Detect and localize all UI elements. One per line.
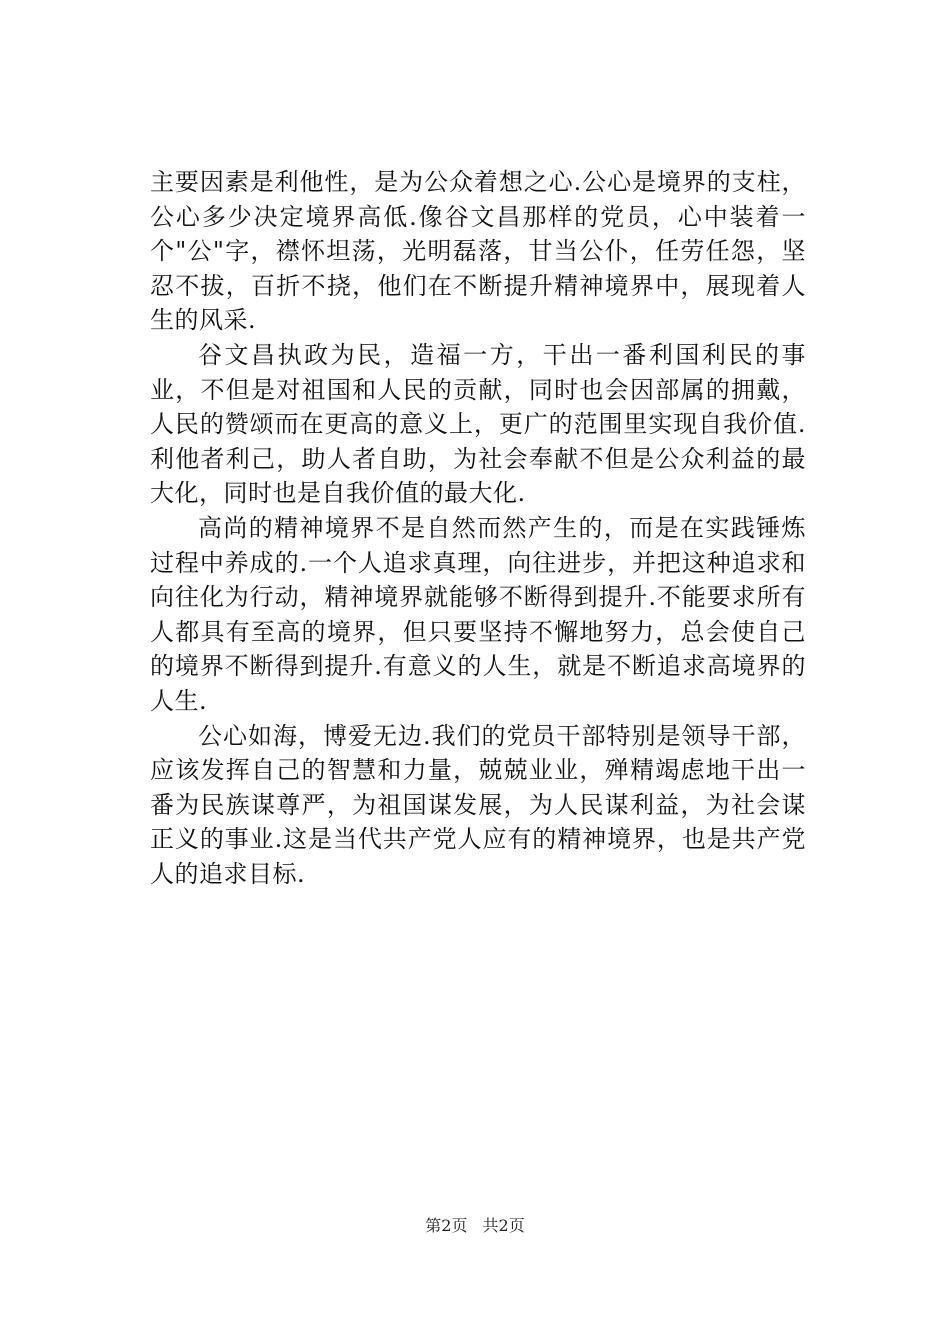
paragraph-4: 公心如海，博爱无边.我们的党员干部特别是领导干部，应该发挥自己的智慧和力量，兢兢业业，殚精竭虑地干出一番为民族谋尊严，为祖国谋发展，为人民谋利益，为社会谋正义的事业.这是当代共产党人应有的精神境界，也是共产党人的追求目标.: [150, 721, 806, 888]
document-body: [150, 165, 806, 891]
paragraph-1: 主要因素是利他性，是为公众着想之心.公心是境界的支柱，公心多少决定境界高低.像谷文昌那样的党员，心中装着一个"公"字，襟怀坦荡，光明磊落，甘当公仆，任劳任怨，坚忍不拔，百折不挠，他们在不断提升精神境界中，展现着人生的风采.: [150, 168, 806, 335]
page-footer: [0, 1216, 950, 1236]
paragraph-2: 谷文昌执政为民，造福一方，干出一番利国利民的事业，不但是对祖国和人民的贡献，同时也会因部属的拥戴，人民的赞颂而在更高的意义上，更广的范围里实现自我价值.利他者利己，助人者自助，为社会奉献不但是公众利益的最大化，同时也是自我价值的最大化.: [150, 340, 806, 508]
paragraph-3: 高尚的精神境界不是自然而然产生的，而是在实践锤炼过程中养成的.一个人追求真理，向往进步，并把这种追求和向往化为行动，精神境界就能够不断得到提升.不能要求所有人都具有至高的境界，但只要坚持不懈地努力，总会使自己的境界不断得到提升.有意义的人生，就是不断追求高境界的人生.: [150, 513, 806, 715]
page-number: 第2页: [425, 1216, 468, 1235]
page-total: 共2页: [482, 1216, 525, 1235]
